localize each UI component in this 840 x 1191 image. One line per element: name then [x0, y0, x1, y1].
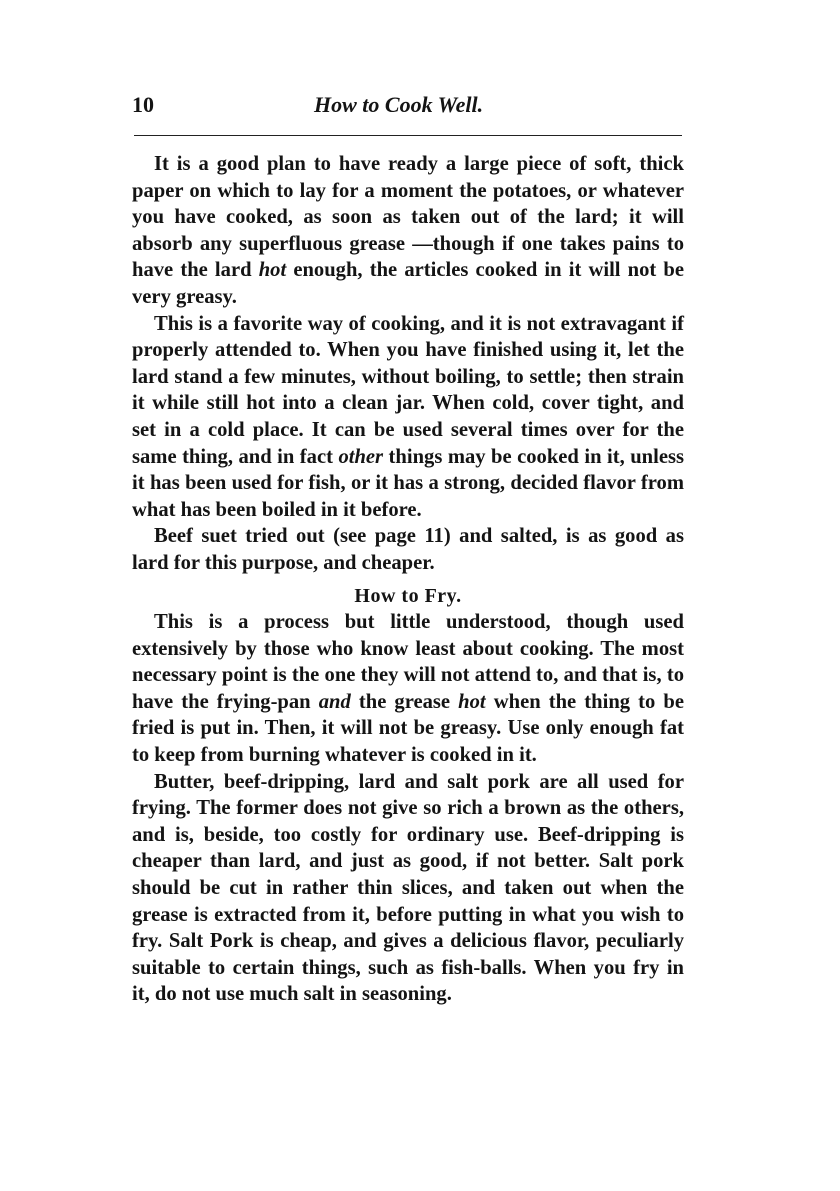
paragraph-text: enough, the articles cooked in it will not be very greasy. — [132, 259, 685, 308]
paragraph-paper-tip — [132, 151, 684, 311]
paragraph-frying-fats — [132, 769, 684, 1008]
section-heading: How to Fry. — [354, 584, 462, 607]
body-text — [132, 151, 684, 1008]
running-title: How to Cook Well. — [314, 92, 484, 117]
emphasis-text: and — [318, 690, 351, 713]
emphasis-text: hot — [458, 690, 486, 713]
paragraph-text: This is a process but little understood, though used extensively by those who know least about cooking. The most necessary point is the one they will not attend to, and that is, to have the frying-pan — [132, 611, 684, 713]
paragraph-frying-process — [132, 609, 684, 769]
paragraph-text: It is a good plan to have ready a large piece of soft, thick paper on which to lay for a moment the potatoes, or whatever you have cooked, as soon as taken out of the lard; it will absorb any superfluous grease —though if one takes pains to have the lard — [132, 153, 684, 282]
emphasis-text: hot — [258, 259, 287, 282]
paragraph-text: Butter, beef-dripping, lard and salt pork are all used for frying. The former does not give so rich a brown as the others, and is, beside, too costly for ordinary use. Beef-dripping is cheaper than lard, and just as good, if not better. Salt pork should be cut in rather thin slices, and taken out when the grease is extracted from it, before putting in what you wish to fry. Salt Pork is cheap, and gives a delicious flavor, peculiarly suitable to certain things, such as fish-balls. When you fry in it, do not use much salt in seasoning. — [132, 770, 684, 1006]
emphasis-text: other — [338, 445, 384, 468]
header-rule — [134, 135, 682, 136]
paragraph-text: the grease — [350, 690, 459, 713]
paragraph-text: when the thing to be fried is put in. Then, it will not be greasy. Use only enough fat to keep from burning whatever is cooked in it. — [132, 690, 684, 767]
paragraph-text: things may be cooked in it, unless it has been used for fish, or it has a strong, decided flavor from what has been boiled in it before. — [132, 445, 684, 521]
paragraph-lard-reuse — [132, 311, 684, 524]
page-header — [132, 92, 684, 124]
paragraph-text: This is a favorite way of cooking, and it is not extravagant if properly attended to. When you have finished using it, let the lard stand a few minutes, without boiling, to settle; then strain it while still hot into a clean jar. When cold, cover tight, and set in a cold place. It can be used several times over for the same thing, and in fact — [132, 312, 684, 468]
page-number: 10 — [132, 92, 154, 117]
paragraph-beef-suet — [132, 523, 684, 576]
paragraph-text: Beef suet tried out (see page 11) and salted, is as good as lard for this purpose, and cheaper. — [132, 525, 684, 574]
